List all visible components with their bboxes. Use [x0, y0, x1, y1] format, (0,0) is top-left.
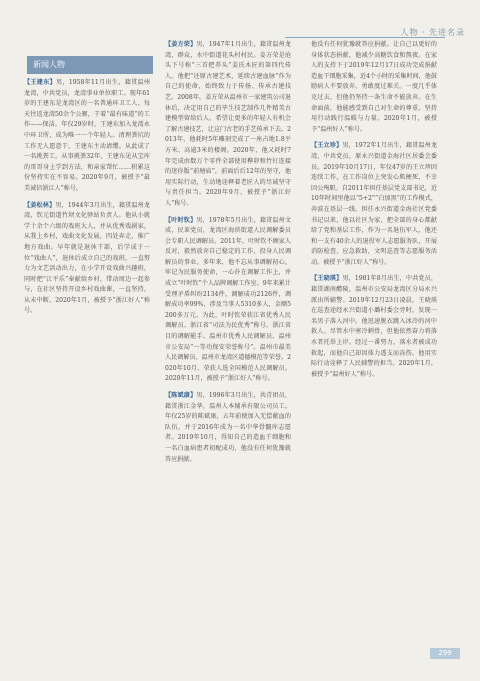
article-name: 【陈斌康】 [165, 392, 197, 399]
column-1 [24, 78, 150, 323]
running-header: 人物 · 先进名录 [400, 28, 465, 37]
article-wang-jiandong [24, 78, 150, 195]
article-name: 【姜松林】 [24, 201, 56, 209]
article-name: 【王立珍】 [311, 142, 343, 150]
article-text: 他没有任何犹豫就答应捐献。让自己以更好的身体状态捐献，他减少高糖饮食和熬夜。在家人的支持下于2019年12月17日成功完成捐献造血干细胞采集，近4个小时的采集时间，他鼓励病人不要放弃，勇敢度过难关。一度几乎体克过去，但他仍坚持一条生命不能放弃。在生命面前，他能感受到自己对生命的尊重。坚持用行动践行温暖与力量。2020年1月，被授予“温州好人”称号。 [311, 41, 437, 133]
article-name: 【王建东】 [24, 79, 57, 86]
article-text: 男，1958年11月出生，籍贯温州龙湾，中共党员，龙湾事业单位职工。现年61岁的王建东是龙湾区的一名普通环卫工人。每天往返龙湾50余个公厕，干着“最有味道”的工作——保洁。年仅29岁时，王建东加入龙湾永中环卫所，成为唯一一个年轻人。清理粪坑的工作无人愿意干，王建东主动请缨。从此成了一名挑粪工。从事挑粪32年，王建东见从宝库的哥哥身上学到方法，和亲家帮忙……积累这份坚持实在不容易。2020年9月，被授予“最美诚信浙江人”称号。 [24, 79, 151, 192]
article-text: 男，1947年1月出生，籍贯温州龙湾，群众，水中街道花头村村民。姜方荣是沧头下号称“三首把养头”姜氏木匠的第四代传人。他把“还原古建艺术，延续古建血脉”作为自己的使命，始终致力于传扬、传承古建技艺。2008年，姜方荣从温州市一家建筑公司退休后，决定用自己的毕生技艺制作几件精美古建模型留给后人。希望让更多的年轻人有机会了解古建技艺，让这门古老的手艺传承下去。2013年，他耗时5年雕刻完成了一座占地1.8平方米、高逾3米的楼阁。2020年，他又耗时7年完成由数万个零件全部使用榫卯和竹钉连接的迷你版“前塘庙”，前面后后12年的坚守，他用实际行动，生动地诠释着老匠人的尽诚坚守与责任担当。2020年9月，被授予“浙江好人”称号。 [165, 41, 292, 207]
article-name: 【姜方荣】 [165, 41, 197, 48]
article-name: 【王晓瑛】 [311, 275, 343, 283]
page-number: 299 [430, 648, 460, 659]
article-text: 男，1981年8月出生，中共党员，籍贯湖南醴陵，温州市公安局龙湾区分局永兴派出所辅警。2019年12月23日凌晨，王晓瑛在巡查途经永兴街道小璐村委会旁时，发现一名男子落入河中。他迅速脱衣跳入冰冷的河中救人。尽管水中寒冷刺骨，但他依然奋力将落水者托举上岸。经过一番努力，落水者被成功救起，而他自己却因体力透支而冻伤。他用实际行动诠释了人民辅警的担当。2020年1月，被授予“温州好人”称号。 [311, 275, 438, 378]
article-text: 男，1978年5月出生，籍贯温州文成，民革党员，龙湾区海滨街道人民调解委员会专职人民调解员。2011年，叶时钦不顾家人反对，毅然放弃自己稳定的工作，投身人民调解员的事业。多年来，他不忘从事调解初心，牢记为民服务使命，一心扑在调解工作上，并成立“叶时钦”个人品牌调解工作室。9年来累计受理矛盾纠纷2134件，调解成功2126件，调解成功率99%，涉及当事人5310多人，金额5200多万元。为此，叶时钦荣获江省优秀人民调解员、浙江省“司法为民优秀”称号，浙江省目的调解能手、温州市优秀人民调解员、温州市公安局“一等功保安荣誉称号”、温州市最美人民调解员、温州市龙湾区道德模范等荣誉。2020年10月，荣获人选全国模范人民调解员。2020年11月，被授予“浙江好人”称号。 [165, 216, 292, 383]
header-rule [285, 37, 445, 38]
section-banner: 新闻人物 [27, 56, 153, 74]
article-text: 男，1996年3月出生，共青团员，籍贯浙江金华，温州人本辅承有限公司员工。年仅25岁的陈斌康，五年前便加入无偿献血的队伍，并于2016年成为一名中华骨髓库志愿者。2019年10月，得知自己的造血干细胞和一名白血病患者初配成功，他没有任何犹豫就答应捐献。 [165, 392, 292, 463]
article-continuation [311, 40, 437, 135]
article-text: 男，1972年1月出生，籍贯温州龙湾，中共党员，原永兴街道金海社区居委会委员。2019年10月17日，年仅47岁的王立珍因连续工作，在工作岗位上突发心肌梗死，不幸因公殉职。自2011年担任基层党支部书记，近10年时间里他以“5+2”“白加黑”的工作模式，奔波在基层一线。担任永兴街道金海社区党委书记以来，他以社区为家，把全部的身心都献给了党和基层工作，作为一名退伍军人，他还和一支有40余人的退役军人志愿服务队，开展消防检查，应急救助，文明巡查等志愿服务活动。被授予“浙江好人”称号。 [311, 142, 438, 266]
article-name: 【叶时钦】 [165, 216, 197, 224]
article-jiang-fangrong [165, 40, 291, 210]
article-chen-binkang [165, 391, 291, 465]
article-wang-xiaoying [311, 274, 437, 380]
column-2 [165, 40, 291, 471]
article-jiang-songlin [24, 201, 150, 318]
article-wang-lizhen [311, 141, 437, 268]
article-text: 男，1944年3月出生，籍贯温州龙湾，钦元街道竹坝文化驿站负责人。他从小就学十余个六级的戏班大人，并从优秀戏剧家，从我上乡村，戏曲文化发展，四处奔走，推广地方戏曲。早年就是退休干部，后学成于一位“戏曲人”，退休后成立自己的戏班，一直努力为文艺活动出力，在小学开设戏曲兴趣班，同时把“江平乐”奉献给乡村，带动周边一起参与，在社区坚持开设乡村戏曲课，一直坚持，从未中断。2020年1月，被授予“浙江好人”称号。 [24, 201, 151, 315]
column-3 [311, 40, 437, 386]
article-ye-shiqin [165, 216, 291, 386]
